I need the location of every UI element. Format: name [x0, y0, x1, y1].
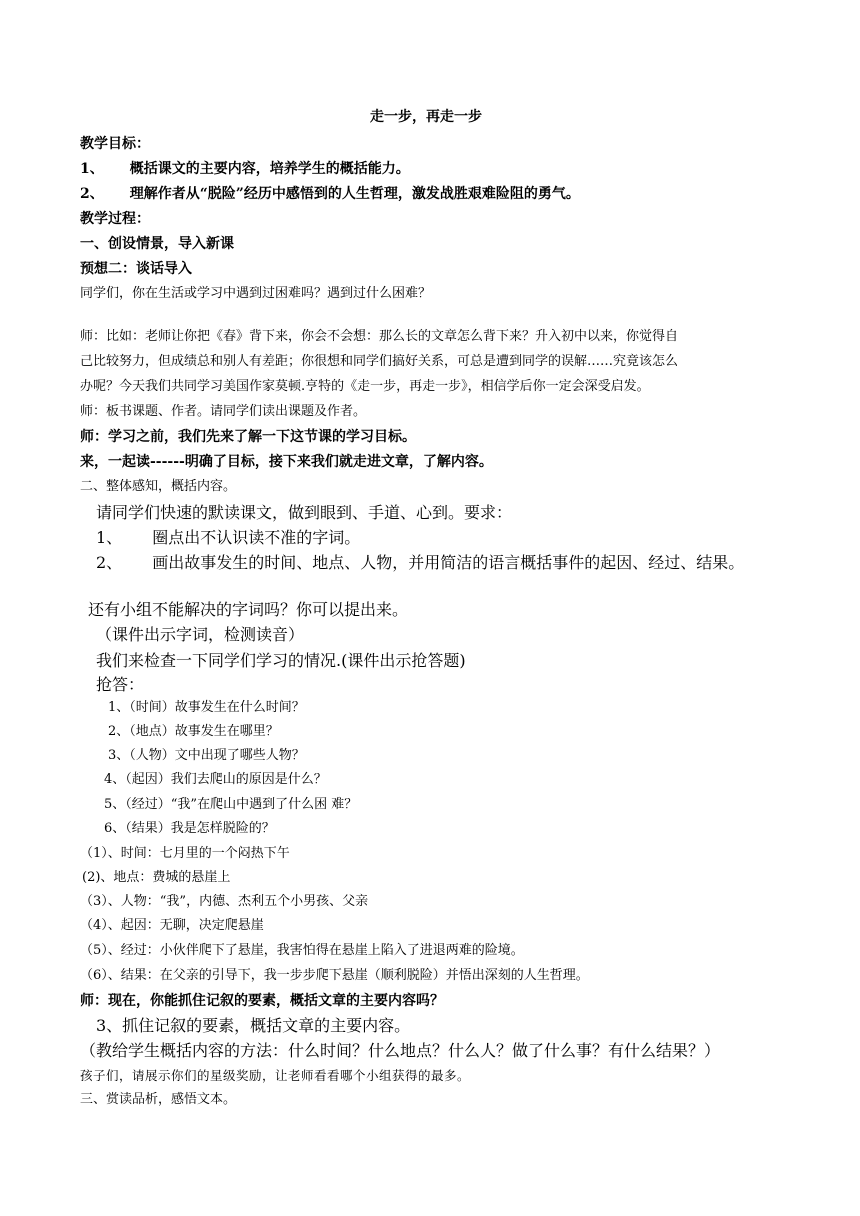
paragraph: 师：板书课题、作者。请同学们读出课题及作者。	[80, 404, 367, 419]
reward-note: 孩子们，请展示你们的星级奖励，让老师看看哪个小组获得的最多。	[80, 1068, 471, 1083]
quiz-question: 4、（起因）我们去爬山的原因是什么？	[104, 772, 327, 787]
goal-1: 1、 概括课文的主要内容，培养学生的概括能力。	[80, 161, 410, 177]
quiz-question: 3、（人物）文中出现了哪些人物？	[108, 748, 305, 763]
requirement-1: 1、 圈点出不认识读不准的字词。	[96, 528, 361, 547]
quiz-question: 1、（时间）故事发生在什么时间？	[108, 700, 305, 715]
answer-item: （1）、时间：七月里的一个闷热下午	[80, 846, 290, 861]
part-1-heading: 一、创设情景，导入新课	[80, 236, 234, 252]
answer-item: （6）、结果：在父亲的引导下，我一步步爬下悬崖（顺利脱险）并悟出深刻的人生哲理。	[80, 968, 589, 983]
paragraph: 请同学们快速的默读课文，做到眼到、手道、心到。要求：	[96, 503, 513, 522]
section-heading-goals: 教学目标：	[80, 136, 150, 152]
paragraph: 来，一起读------明确了目标，接下来我们就走进文章，了解内容。	[80, 454, 493, 470]
paragraph: （课件出示字词，检测读音）	[96, 625, 305, 644]
paragraph: 办呢？今天我们共同学习美国作家莫顿.亨特的《走一步，再走一步》，相信学后你一定会深受启发。	[80, 379, 650, 394]
part-3-heading: 三、赏读品析，感悟文本。	[80, 1092, 237, 1107]
goal-2: 2、 理解作者从“脱险”经历中感悟到的人生哲理，激发战胜艰难险阻的勇气。	[80, 186, 580, 202]
part-1-subheading: 预想二：谈话导入	[80, 261, 192, 277]
paragraph: 同学们，你在生活或学习中遇到过困难吗？遇到过什么困难？	[80, 286, 432, 301]
requirement-2: 2、 画出故事发生的时间、地点、人物，并用简洁的语言概括事件的起因、经过、结果。	[96, 553, 745, 572]
paragraph: 抢答：	[96, 675, 145, 694]
answer-item: （5）、经过：小伙伴爬下了悬崖，我害怕得在悬崖上陷入了进退两难的险境。	[80, 943, 524, 958]
teacher-question: 师：现在，你能抓住记叙的要素，概括文章的主要内容吗？	[80, 993, 444, 1009]
paragraph: 师：比如：老师让你把《春》背下来，你会不会想：那么长的文章怎么背下来？升入初中以来，你觉得自	[80, 329, 679, 344]
document-title: 走一步，再走一步	[370, 109, 482, 125]
paragraph: 我们来检查一下同学们学习的情况.(课件出示抢答题)	[96, 651, 466, 670]
answer-item: （4）、起因：无聊，决定爬悬崖	[80, 918, 264, 933]
answer-item: (2)、地点：费城的悬崖上	[82, 870, 231, 885]
section-heading-process: 教学过程：	[80, 211, 150, 227]
step-3: 3、抓住记叙的要素，概括文章的主要内容。	[96, 1016, 411, 1035]
part-2-heading: 二、整体感知，概括内容。	[80, 479, 237, 494]
quiz-question: 6、（结果）我是怎样脱险的？	[104, 821, 275, 836]
method-note: （教给学生概括内容的方法：什么时间？什么地点？什么人？做了什么事？有什么结果？）	[80, 1041, 721, 1060]
paragraph: 己比较努力，但成绩总和别人有差距；你很想和同学们搞好关系，可总是遭到同学的误解……究竟该怎么	[80, 354, 679, 369]
paragraph: 还有小组不能解决的字词吗？你可以提出来。	[88, 600, 409, 619]
answer-item: （3）、人物：“我”，内德、杰利五个小男孩、父亲	[80, 894, 369, 909]
quiz-question: 5、（经过）“我”在爬山中遇到了什么困 难？	[104, 797, 358, 812]
paragraph: 师：学习之前，我们先来了解一下这节课的学习目标。	[80, 429, 416, 445]
quiz-question: 2、（地点）故事发生在哪里？	[108, 724, 279, 739]
